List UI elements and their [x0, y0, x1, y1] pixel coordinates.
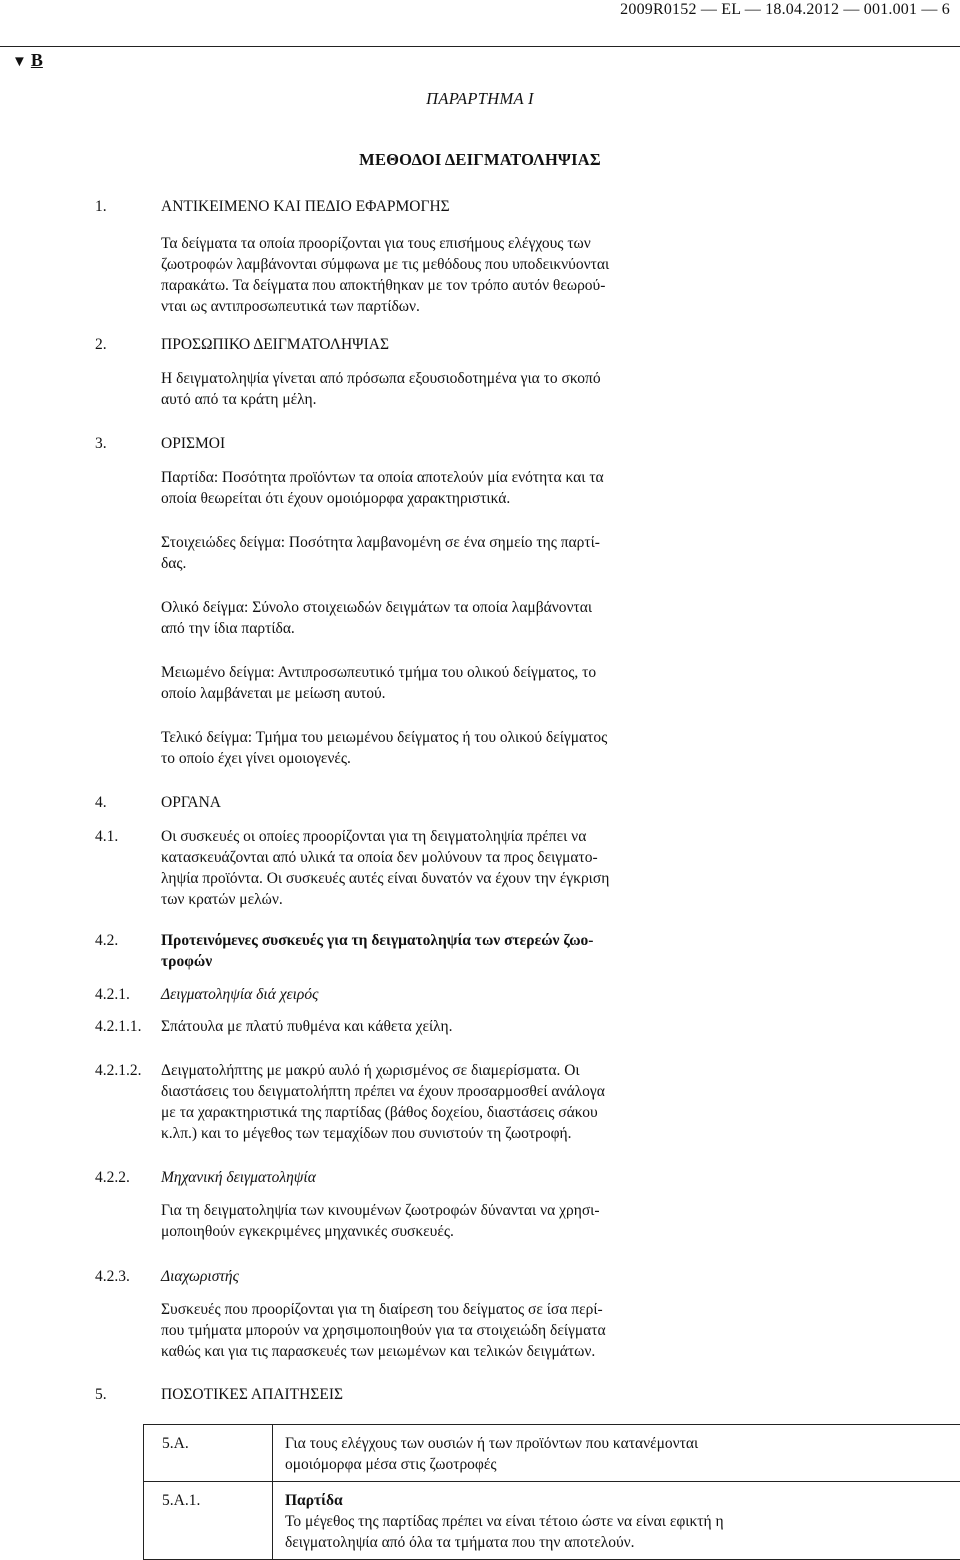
section-2-number: 2.	[95, 334, 107, 355]
section-4-2-2-body	[161, 1200, 679, 1242]
section-4-2-2-number: 4.2.2.	[95, 1167, 130, 1188]
text-line: τροφών	[161, 951, 679, 972]
table-cell-code: 5.A.1.	[144, 1482, 273, 1560]
text-line: από την ίδια παρτίδα.	[161, 618, 679, 639]
text-line: ληψία προϊόντα. Οι συσκευές αυτές είναι δυνατόν να έχουν την έγκριση	[161, 868, 679, 889]
section-5-number: 5.	[95, 1384, 107, 1405]
table-cell-title: Παρτίδα	[285, 1490, 960, 1511]
definition-aggregate-sample	[161, 597, 679, 639]
document-title: ΜΕΘΟΔΟΙ ΔΕΙΓΜΑΤΟΛΗΨΙΑΣ	[0, 149, 960, 170]
section-4-2-number: 4.2.	[95, 930, 118, 951]
section-2-heading: ΠΡΟΣΩΠΙΚΟ ΔΕΙΓΜΑΤΟΛΗΨΙΑΣ	[161, 334, 679, 355]
triangle-down-icon: ▼	[12, 52, 27, 73]
text-line: καθώς και για τις παρασκευές των μειωμένων και τελικών δειγμάτων.	[161, 1341, 679, 1362]
text-line: Μειωμένο δείγμα: Αντιπροσωπευτικό τμήμα του ολικού δείγματος, το	[161, 662, 679, 683]
text-line: Τα δείγματα τα οποία προορίζονται για τους επισήμους ελέγχους των	[161, 233, 679, 254]
text-line: των κρατών μελών.	[161, 889, 679, 910]
section-1-number: 1.	[95, 196, 107, 217]
text-line: που τμήματα μπορούν να χρησιμοποιηθούν για τα στοιχειώδη δείγματα	[161, 1320, 679, 1341]
page-header	[0, 0, 960, 47]
annex-title: ΠΑΡΑΡΤΗΜΑ I	[0, 88, 960, 109]
section-4-2-1-2-body	[161, 1060, 679, 1144]
text-line: Ολικό δείγμα: Σύνολο στοιχειωδών δειγμάτων τα οποία λαμβάνονται	[161, 597, 679, 618]
text-line: διαστάσεις του δειγματολήπτη πρέπει να έχουν προσαρμοσθεί ανάλογα	[161, 1081, 679, 1102]
definition-incremental-sample	[161, 532, 679, 574]
section-3-heading: ΟΡΙΣΜΟΙ	[161, 433, 679, 454]
section-4-2-2-heading: Μηχανική δειγματοληψία	[161, 1167, 679, 1188]
table-cell-code: 5.A.	[144, 1425, 273, 1482]
text-line: ομοιόμορφα μέσα στις ζωοτροφές	[285, 1454, 960, 1475]
table-cell-text	[273, 1482, 960, 1560]
section-1-body	[161, 233, 679, 317]
definition-lot	[161, 467, 679, 509]
section-4-2-3-body	[161, 1299, 679, 1362]
table-cell-text	[273, 1425, 960, 1482]
text-line: δειγματοληψία από όλα τα τμήματα που την αποτελούν.	[285, 1532, 960, 1553]
text-line: Συσκευές που προορίζονται για τη διαίρεση του δείγματος σε ίσα περί-	[161, 1299, 679, 1320]
text-line: ζωοτροφών λαμβάνονται σύμφωνα με τις μεθόδους που υποδεικνύονται	[161, 254, 679, 275]
section-2-body	[161, 368, 679, 410]
section-4-2-1-heading: Δειγματοληψία διά χειρός	[161, 984, 679, 1005]
text-line: Για τη δειγματοληψία των κινουμένων ζωοτροφών δύνανται να χρησι-	[161, 1200, 679, 1221]
table-row	[144, 1425, 960, 1482]
marker-label: B	[31, 50, 43, 70]
text-line: Δειγματολήπτης με μακρύ αυλό ή χωρισμένος σε διαμερίσματα. Οι	[161, 1060, 679, 1081]
text-line: Η δειγματοληψία γίνεται από πρόσωπα εξουσιοδοτημένα για το σκοπό	[161, 368, 679, 389]
section-1-heading: ΑΝΤΙΚΕΙΜΕΝΟ ΚΑΙ ΠΕΔΙΟ ΕΦΑΡΜΟΓΗΣ	[161, 196, 679, 217]
requirements-table	[143, 1424, 960, 1560]
section-4-heading: ΟΡΓΑΝΑ	[161, 792, 679, 813]
section-4-2-3-number: 4.2.3.	[95, 1266, 130, 1287]
section-4-number: 4.	[95, 792, 107, 813]
text-line: Οι συσκευές οι οποίες προορίζονται για τη δειγματοληψία πρέπει να	[161, 826, 679, 847]
version-marker	[12, 50, 43, 73]
header-reference: 2009R0152 — EL — 18.04.2012 — 001.001 — 6	[620, 0, 950, 20]
text-line: κατασκευάζονται από υλικά τα οποία δεν μολύνουν τα προς δειγματο-	[161, 847, 679, 868]
section-4-1-number: 4.1.	[95, 826, 118, 847]
text-line: Τελικό δείγμα: Τμήμα του μειωμένου δείγματος ή του ολικού δείγματος	[161, 727, 679, 748]
text-line: δας.	[161, 553, 679, 574]
section-4-2-1-1-body: Σπάτουλα με πλατύ πυθμένα και κάθετα χείλη.	[161, 1016, 679, 1037]
text-line: αυτό από τα κράτη μέλη.	[161, 389, 679, 410]
definition-reduced-sample	[161, 662, 679, 704]
text-line: Το μέγεθος της παρτίδας πρέπει να είναι τέτοιο ώστε να είναι εφικτή η	[285, 1511, 960, 1532]
section-3-number: 3.	[95, 433, 107, 454]
section-4-2-1-number: 4.2.1.	[95, 984, 130, 1005]
text-line: Προτεινόμενες συσκευές για τη δειγματοληψία των στερεών ζωο-	[161, 930, 679, 951]
text-line: κ.λπ.) και το μέγεθος των τεμαχίδων που συνιστούν τη ζωοτροφή.	[161, 1123, 679, 1144]
text-line: Για τους ελέγχους των ουσιών ή των προϊόντων που κατανέμονται	[285, 1433, 960, 1454]
section-4-2-1-1-number: 4.2.1.1.	[95, 1016, 142, 1037]
section-4-2-1-2-number: 4.2.1.2.	[95, 1060, 142, 1081]
text-line: το οποίο έχει γίνει ομοιογενές.	[161, 748, 679, 769]
section-5-heading: ΠΟΣΟΤΙΚΕΣ ΑΠΑΙΤΗΣΕΙΣ	[161, 1384, 679, 1405]
definition-final-sample	[161, 727, 679, 769]
section-4-2-3-heading: Διαχωριστής	[161, 1266, 679, 1287]
text-line: με τα χαρακτηριστικά της παρτίδας (βάθος δοχείου, διαστάσεις σάκου	[161, 1102, 679, 1123]
text-line: Στοιχειώδες δείγμα: Ποσότητα λαμβανομένη σε ένα σημείο της παρτί-	[161, 532, 679, 553]
text-line: παρακάτω. Τα δείγματα που αποκτήθηκαν με τον τρόπο αυτόν θεωρού-	[161, 275, 679, 296]
table-row	[144, 1482, 960, 1560]
text-line: νται ως αντιπροσωπευτικά των παρτίδων.	[161, 296, 679, 317]
text-line: Παρτίδα: Ποσότητα προϊόντων τα οποία αποτελούν μία ενότητα και τα	[161, 467, 679, 488]
text-line: οποία θεωρείται ότι έχουν ομοιόμορφα χαρακτηριστικά.	[161, 488, 679, 509]
text-line: μοποιηθούν εγκεκριμένες μηχανικές συσκευές.	[161, 1221, 679, 1242]
section-4-2-heading	[161, 930, 679, 972]
text-line: οποίο λαμβάνεται με μείωση αυτού.	[161, 683, 679, 704]
section-4-1-body	[161, 826, 679, 910]
